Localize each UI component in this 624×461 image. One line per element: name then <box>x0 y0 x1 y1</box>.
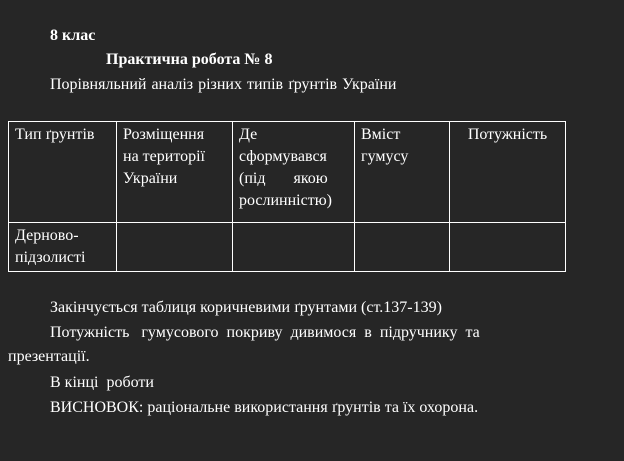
note-line-1: Закінчується таблиця коричневими ґрунтами (ст.137-139) <box>50 299 442 316</box>
grade-label: 8 клас <box>50 27 96 44</box>
page-title: Практична робота № 8 <box>106 51 273 68</box>
cell-location <box>117 223 233 272</box>
soil-comparison-table <box>8 121 566 272</box>
table-header-row <box>9 122 566 223</box>
header-soil-type: Тип ґрунтів <box>9 122 117 223</box>
cell-humus <box>355 223 450 272</box>
note-line-3: В кінці роботи <box>50 374 154 391</box>
note-line-2b: презентації. <box>8 348 90 365</box>
table-row <box>9 223 566 272</box>
header-thickness: Потужність <box>450 122 566 223</box>
cell-vegetation <box>233 223 355 272</box>
header-vegetation: Де сформувався (під якою рослинністю) <box>233 122 355 223</box>
cell-thickness <box>450 223 566 272</box>
header-location: Розміщення на території України <box>117 122 233 223</box>
note-line-2a: Потужність гумусового покриву дивимося в підручнику та <box>50 324 480 341</box>
cell-soil-type: Дерново- підзолисті <box>9 223 117 272</box>
header-humus: Вміст гумусу <box>355 122 450 223</box>
conclusion-line: ВИСНОВОК: раціональне використання ґрунтів та їх охорона. <box>50 399 479 416</box>
topic-line: Порівняльний аналіз різних типів ґрунтів України <box>50 76 397 93</box>
